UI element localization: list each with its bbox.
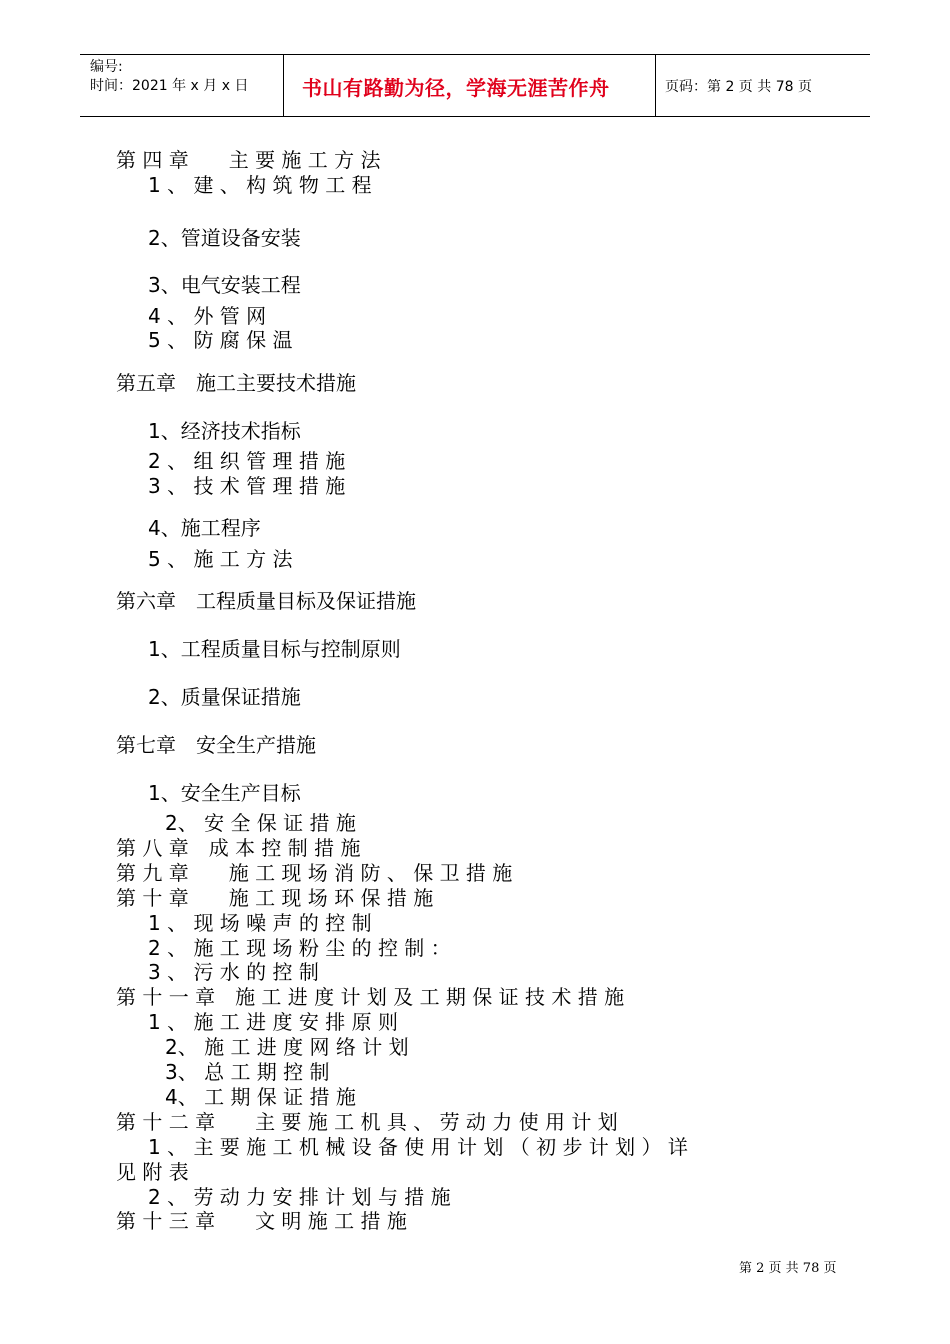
header-number-label: 编号: (90, 59, 123, 75)
toc-item: 2 、 施 工 现 场 粉 尘 的 控 制 ： (148, 936, 451, 960)
header-slogan: 书山有路勤为径，学海无涯苦作舟 (302, 76, 610, 100)
toc-item: 2 、 劳 动 力 安 排 计 划 与 措 施 (148, 1185, 451, 1209)
toc-chapter-11: 第 十 一 章 施 工 进 度 计 划 及 工 期 保 证 技 术 措 施 (116, 985, 625, 1009)
toc-item: 1、安全生产目标 (148, 781, 301, 805)
toc-item: 2 、 组 织 管 理 措 施 (148, 449, 346, 473)
toc-item: 2、 施 工 进 度 网 络 计 划 (165, 1035, 409, 1059)
toc-item: 3 、 技 术 管 理 措 施 (148, 474, 346, 498)
toc-item: 1、工程质量目标与控制原则 (148, 637, 401, 661)
toc-chapter-4: 第 四 章 主 要 施 工 方 法 (116, 148, 381, 172)
toc-chapter-5: 第五章 施工主要技术措施 (116, 371, 356, 395)
toc-chapter-6: 第六章 工程质量目标及保证措施 (116, 589, 416, 613)
toc-item: 2、质量保证措施 (148, 685, 301, 709)
header-time-label: 时间：2021 年 x 月 x 日 (90, 78, 249, 94)
toc-item: 1、经济技术指标 (148, 419, 301, 443)
toc-item: 3、 总 工 期 控 制 (165, 1060, 330, 1084)
toc-chapter-7: 第七章 安全生产措施 (116, 733, 316, 757)
toc-item: 2、管道设备安装 (148, 226, 301, 250)
toc-item: 1 、 现 场 噪 声 的 控 制 (148, 911, 372, 935)
toc-chapter-13: 第 十 三 章 文 明 施 工 措 施 (116, 1209, 407, 1233)
toc-item: 1 、 主 要 施 工 机 械 设 备 使 用 计 划 （ 初 步 计 划 ） 详 (148, 1135, 688, 1159)
toc-chapter-8: 第 八 章 成 本 控 制 措 施 (116, 836, 361, 860)
toc-item: 4 、 外 管 网 (148, 304, 267, 328)
toc-item: 3 、 污 水 的 控 制 (148, 960, 319, 984)
page-footer: 第 2 页 共 78 页 (739, 1261, 837, 1276)
toc-item: 4、 工 期 保 证 措 施 (165, 1085, 356, 1109)
toc-chapter-12: 第 十 二 章 主 要 施 工 机 具 、 劳 动 力 使 用 计 划 (116, 1110, 618, 1134)
toc-item: 1 、 建 、 构 筑 物 工 程 (148, 173, 372, 197)
toc-chapter-9: 第 九 章 施 工 现 场 消 防 、 保 卫 措 施 (116, 861, 513, 885)
toc-item: 5 、 防 腐 保 温 (148, 328, 293, 352)
toc-item: 5 、 施 工 方 法 (148, 547, 293, 571)
toc-item: 1 、 施 工 进 度 安 排 原 则 (148, 1010, 398, 1034)
toc-item-continuation: 见 附 表 (116, 1160, 189, 1184)
header-page-label: 页码：第 2 页 共 78 页 (665, 79, 812, 95)
toc-chapter-10: 第 十 章 施 工 现 场 环 保 措 施 (116, 886, 434, 910)
toc-item: 4、施工程序 (148, 516, 261, 540)
toc-item: 3、电气安装工程 (148, 273, 301, 297)
toc-item: 2、 安 全 保 证 措 施 (165, 811, 356, 835)
